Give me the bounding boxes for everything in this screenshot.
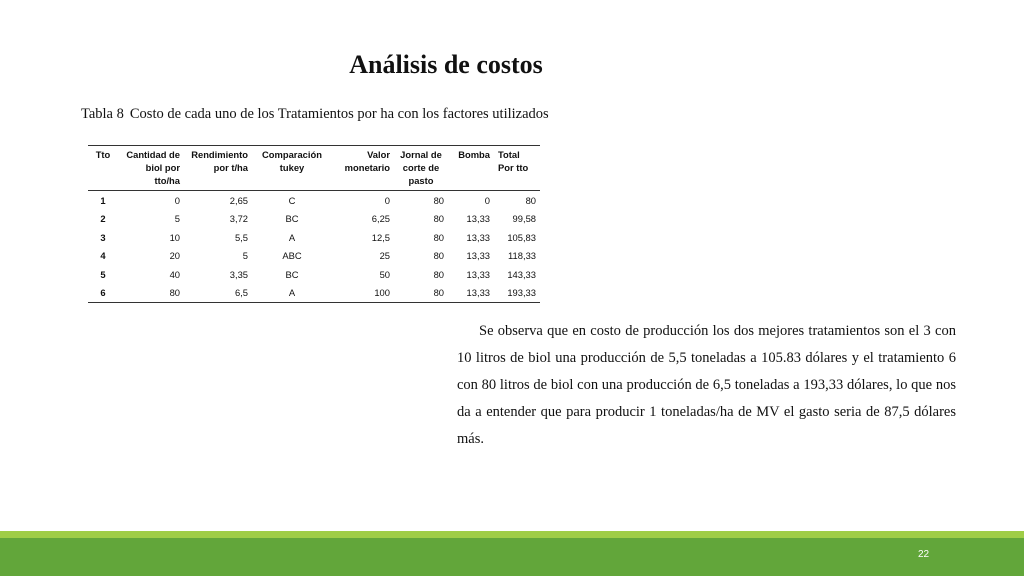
table-cell: 80: [118, 284, 184, 303]
table-cell: 50: [379, 268, 390, 280]
table-row: [88, 265, 540, 284]
header-valor-monetario: Valor monetario: [332, 146, 394, 191]
table-row: [88, 228, 540, 247]
page-number: 22: [918, 549, 930, 560]
table-cell: 40: [169, 268, 180, 280]
header-jornal: Jornal de corte de pasto: [394, 146, 448, 191]
table-row: [88, 210, 540, 229]
table-cell: 13,33: [466, 231, 490, 243]
table-cell: BC: [285, 213, 299, 225]
body-paragraph: Se observa que en costo de producción los dos mejores tratamientos son el 3 con 10 litros de biol una producción de 5,5 toneladas a 105.83 dólares y el tratamiento 6 con 80 litros de biol con una producción de 6,5 toneladas a 193,33 dólares, lo que nos da a entender que para producir 1 toneladas/ha de MV el gasto seria de 87,5 dólares más.: [457, 323, 956, 447]
table-cell: 3: [100, 231, 106, 243]
table-cell: 13,33: [466, 213, 490, 225]
table-cell: 5: [242, 250, 248, 262]
table-cell: 80: [433, 250, 444, 262]
table-cell: C: [288, 194, 296, 206]
slide-title: Análisis de costos: [349, 50, 543, 79]
table-cell: 6,5: [184, 284, 252, 303]
table-row: [88, 284, 540, 303]
table-cell: 100: [332, 284, 394, 303]
footer-accent-stripe: [0, 531, 1024, 538]
table-cell: 3,72: [229, 213, 248, 225]
table-cell: 6,25: [371, 213, 390, 225]
table-cell: BC: [285, 268, 299, 280]
header-cantidad-biol: Cantidad de biol por tto/ha: [118, 146, 184, 191]
header-bomba: Bomba: [448, 146, 494, 191]
table-cell: 0: [384, 194, 390, 206]
table-cell: 6: [88, 284, 118, 303]
table-cell: A: [288, 231, 296, 243]
header-comparacion-tukey: Comparación tukey: [252, 146, 332, 191]
table-cell: 193,33: [494, 284, 540, 303]
cost-table: [88, 145, 540, 303]
table-cell: 143,33: [507, 268, 536, 280]
table-cell: 4: [100, 250, 106, 262]
table-caption-text: Costo de cada uno de los Tratamientos por ha con los factores utilizados: [129, 106, 549, 122]
table-cell: 0: [484, 194, 490, 206]
table-row: [88, 191, 540, 210]
table-cell: 0: [174, 194, 180, 206]
table-cell: 13,33: [466, 250, 490, 262]
table-cell: 5,5: [234, 231, 248, 243]
table-caption: [81, 106, 549, 123]
table-cell: 2: [100, 213, 106, 225]
table-cell: A: [252, 284, 332, 303]
table-row: [88, 247, 540, 266]
table-cell: 13,33: [448, 284, 494, 303]
table-cell: 5: [174, 213, 180, 225]
table-cell: 80: [433, 268, 444, 280]
table-cell: 2,65: [229, 194, 248, 206]
table-cell: 80: [433, 213, 444, 225]
table-cell: 105,83: [507, 231, 536, 243]
table-cell: 12,5: [371, 231, 390, 243]
footer-bar: [0, 538, 1024, 576]
table-cell: 3,35: [229, 268, 248, 280]
table-cell: 118,33: [508, 250, 536, 262]
table-cell: 10: [169, 231, 180, 243]
table-header-row: [88, 146, 540, 191]
table-cell: ABC: [282, 250, 302, 262]
header-total: Total Por tto: [494, 146, 540, 191]
table-cell: 80: [433, 194, 444, 206]
table-cell: 80: [525, 194, 536, 206]
table-cell: 13,33: [466, 268, 490, 280]
table-caption-number: Tabla 8: [81, 106, 124, 122]
table-cell: 80: [433, 231, 444, 243]
header-rendimiento: Rendimiento por t/ha: [184, 146, 252, 191]
table-cell: 25: [379, 250, 390, 262]
header-tto: Tto: [88, 146, 118, 191]
table-cell: 1: [100, 194, 106, 206]
table-cell: 20: [169, 250, 180, 262]
table-cell: 5: [100, 268, 106, 280]
table-cell: 99,58: [512, 213, 536, 225]
table-cell: 80: [394, 284, 448, 303]
